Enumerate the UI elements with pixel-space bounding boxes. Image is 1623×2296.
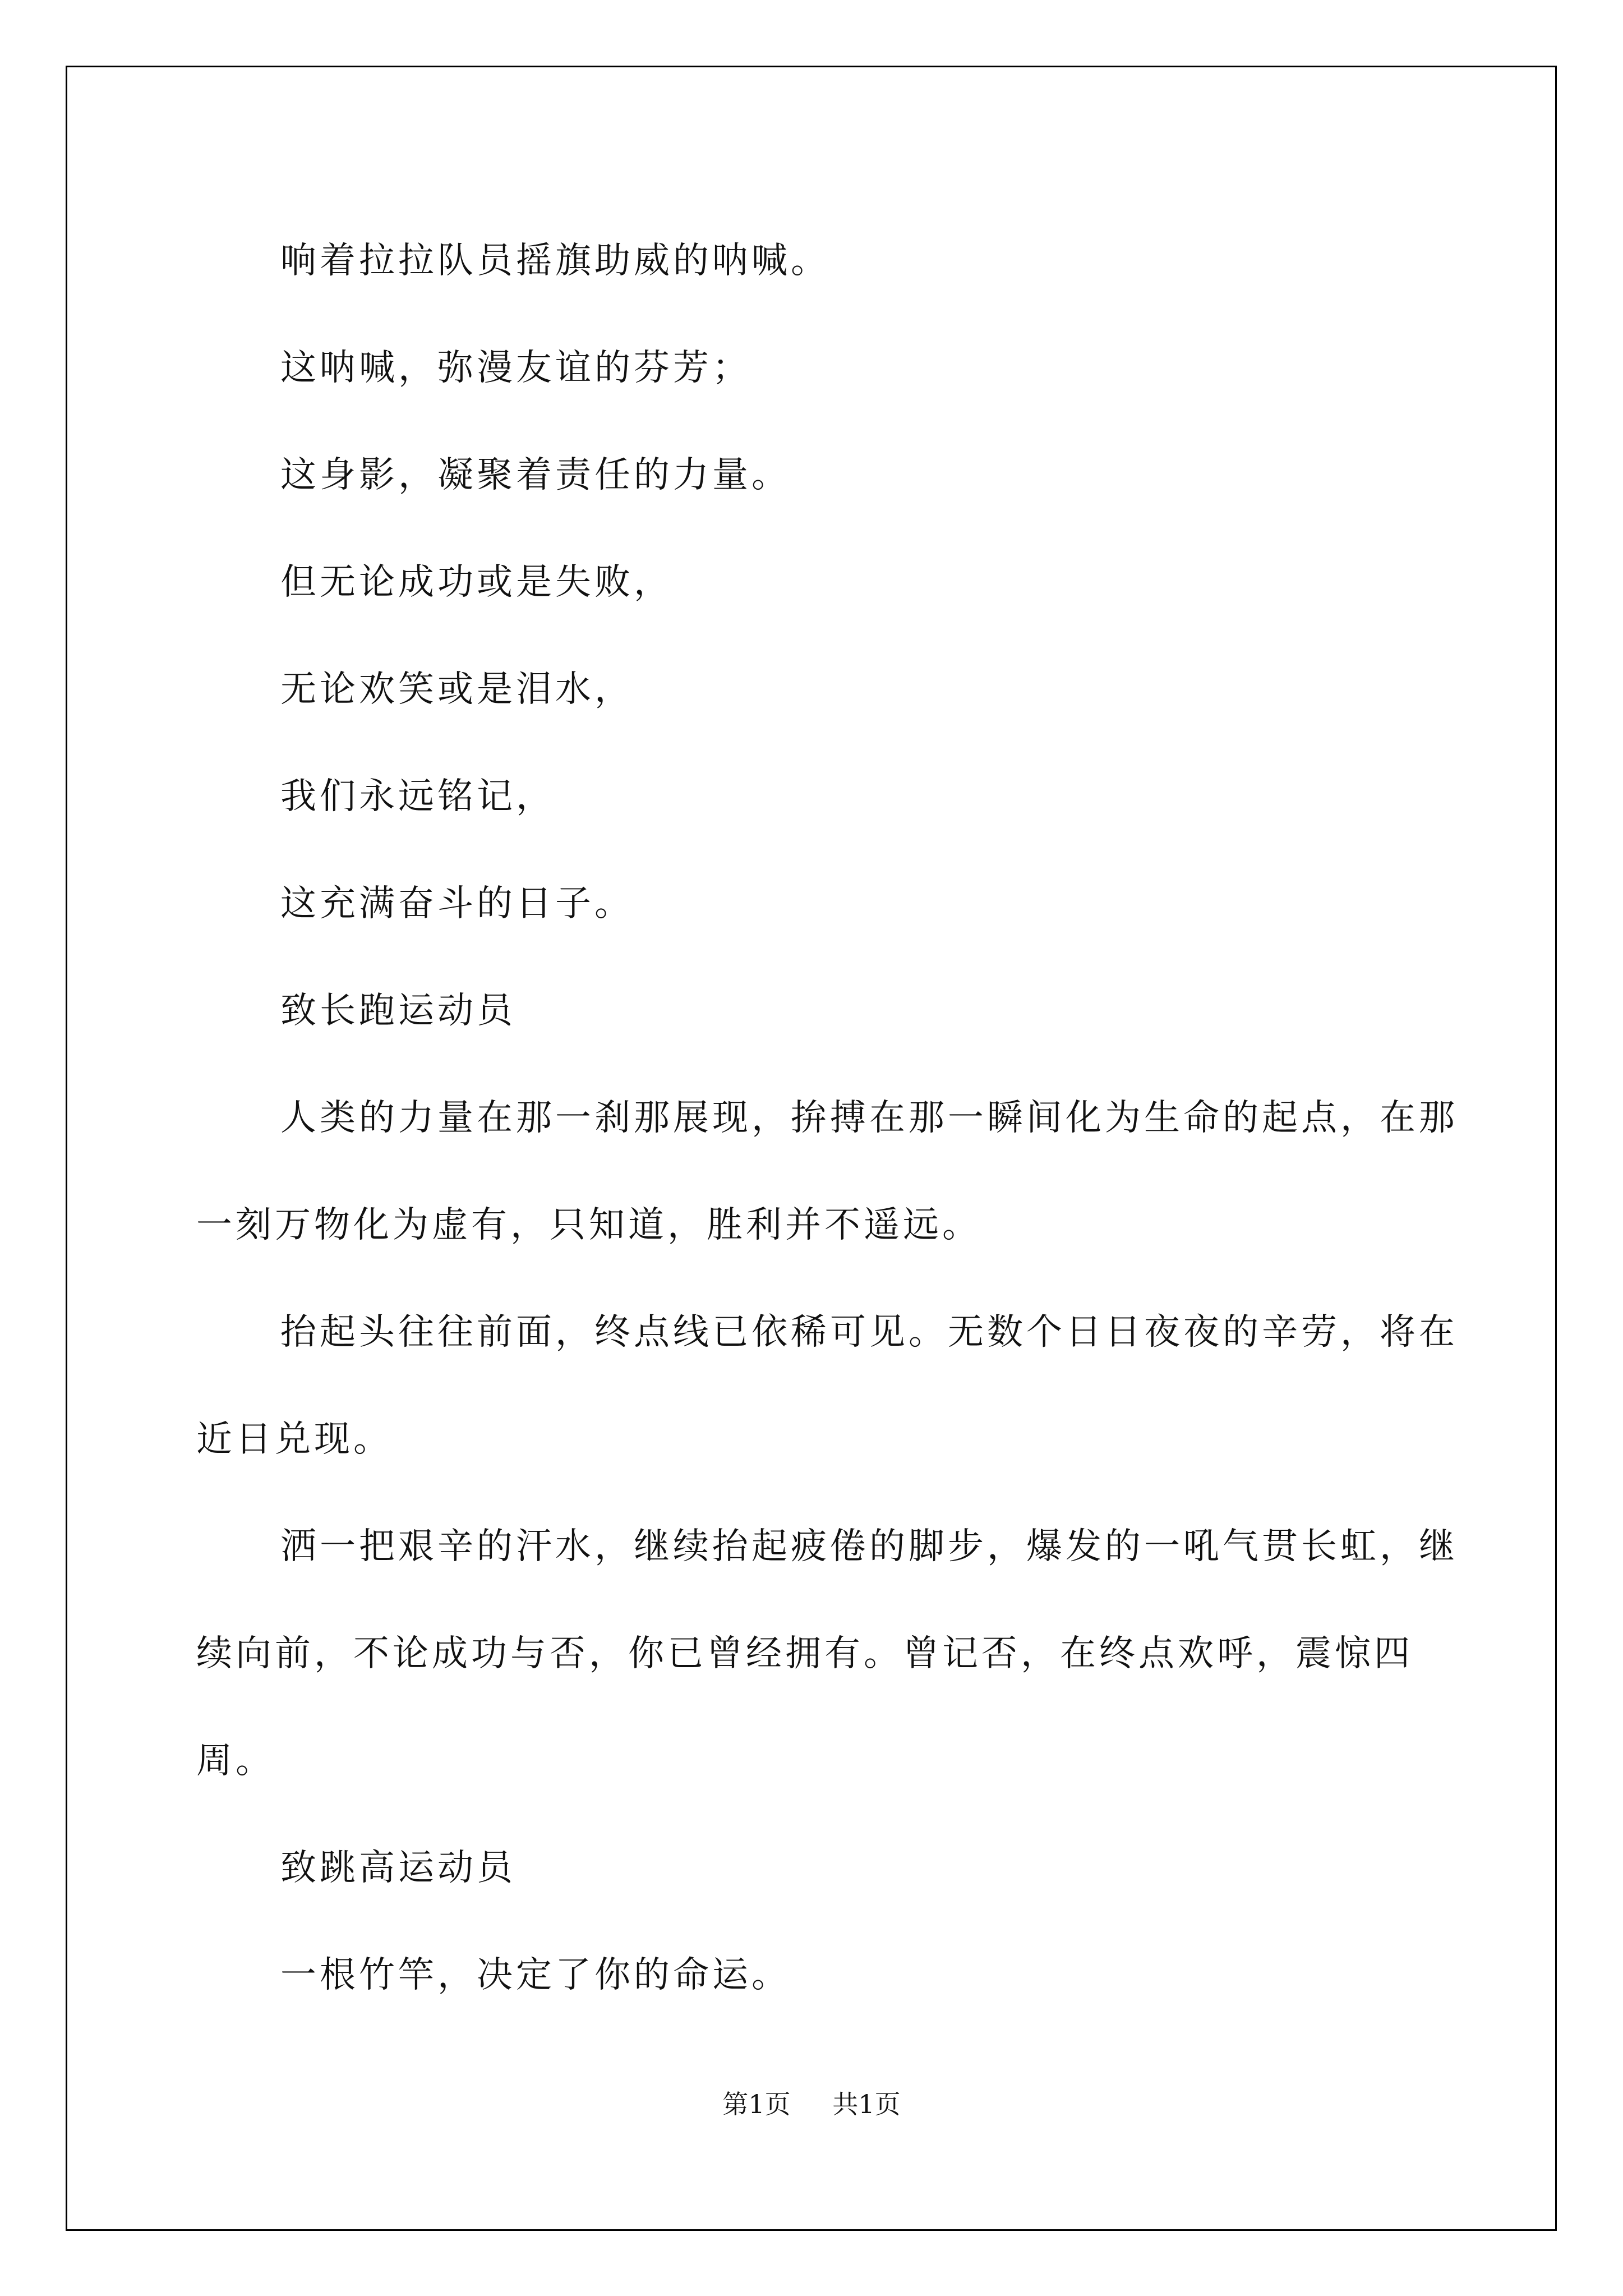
document-body: [196, 208, 1458, 2029]
paragraph: 抬起头往往前面，终点线已依稀可见。无数个日日夜夜的辛劳，将在近日兑现。: [196, 1312, 1458, 1460]
paragraph: 这身影，凝聚着责任的力量。: [280, 454, 791, 496]
paragraph: 无论欢笑或是泪水，: [280, 669, 634, 710]
paragraph: 洒一把艰辛的汗水，继续抬起疲倦的脚步，爆发的一吼气贯长虹，继续向前，不论成功与否，你已曾经拥有。曾记否，在终点欢呼，震惊四周。: [196, 1526, 1458, 1782]
section-heading: 致长跑运动员: [280, 990, 516, 1032]
paragraph: 但无论成功或是失败，: [280, 562, 673, 603]
paragraph: 响着拉拉队员摇旗助威的呐喊。: [280, 240, 830, 282]
paragraph: 一根竹竿，决定了你的命运。: [280, 1954, 791, 1996]
page-total: 共1页: [832, 2089, 901, 2119]
paragraph: 我们永远铭记，: [280, 776, 555, 817]
paragraph: 这充满奋斗的日子。: [280, 883, 634, 924]
page-number: 第1页: [722, 2089, 791, 2119]
section-heading: 致跳高运动员: [280, 1847, 516, 1889]
paragraph: 人类的力量在那一刹那展现，拚搏在那一瞬间化为生命的起点，在那一刻万物化为虚有，只知道，胜利并不遥远。: [196, 1097, 1458, 1246]
paragraph: 这呐喊，弥漫友谊的芬芳；: [280, 347, 751, 389]
page-footer: [0, 2084, 1623, 2121]
